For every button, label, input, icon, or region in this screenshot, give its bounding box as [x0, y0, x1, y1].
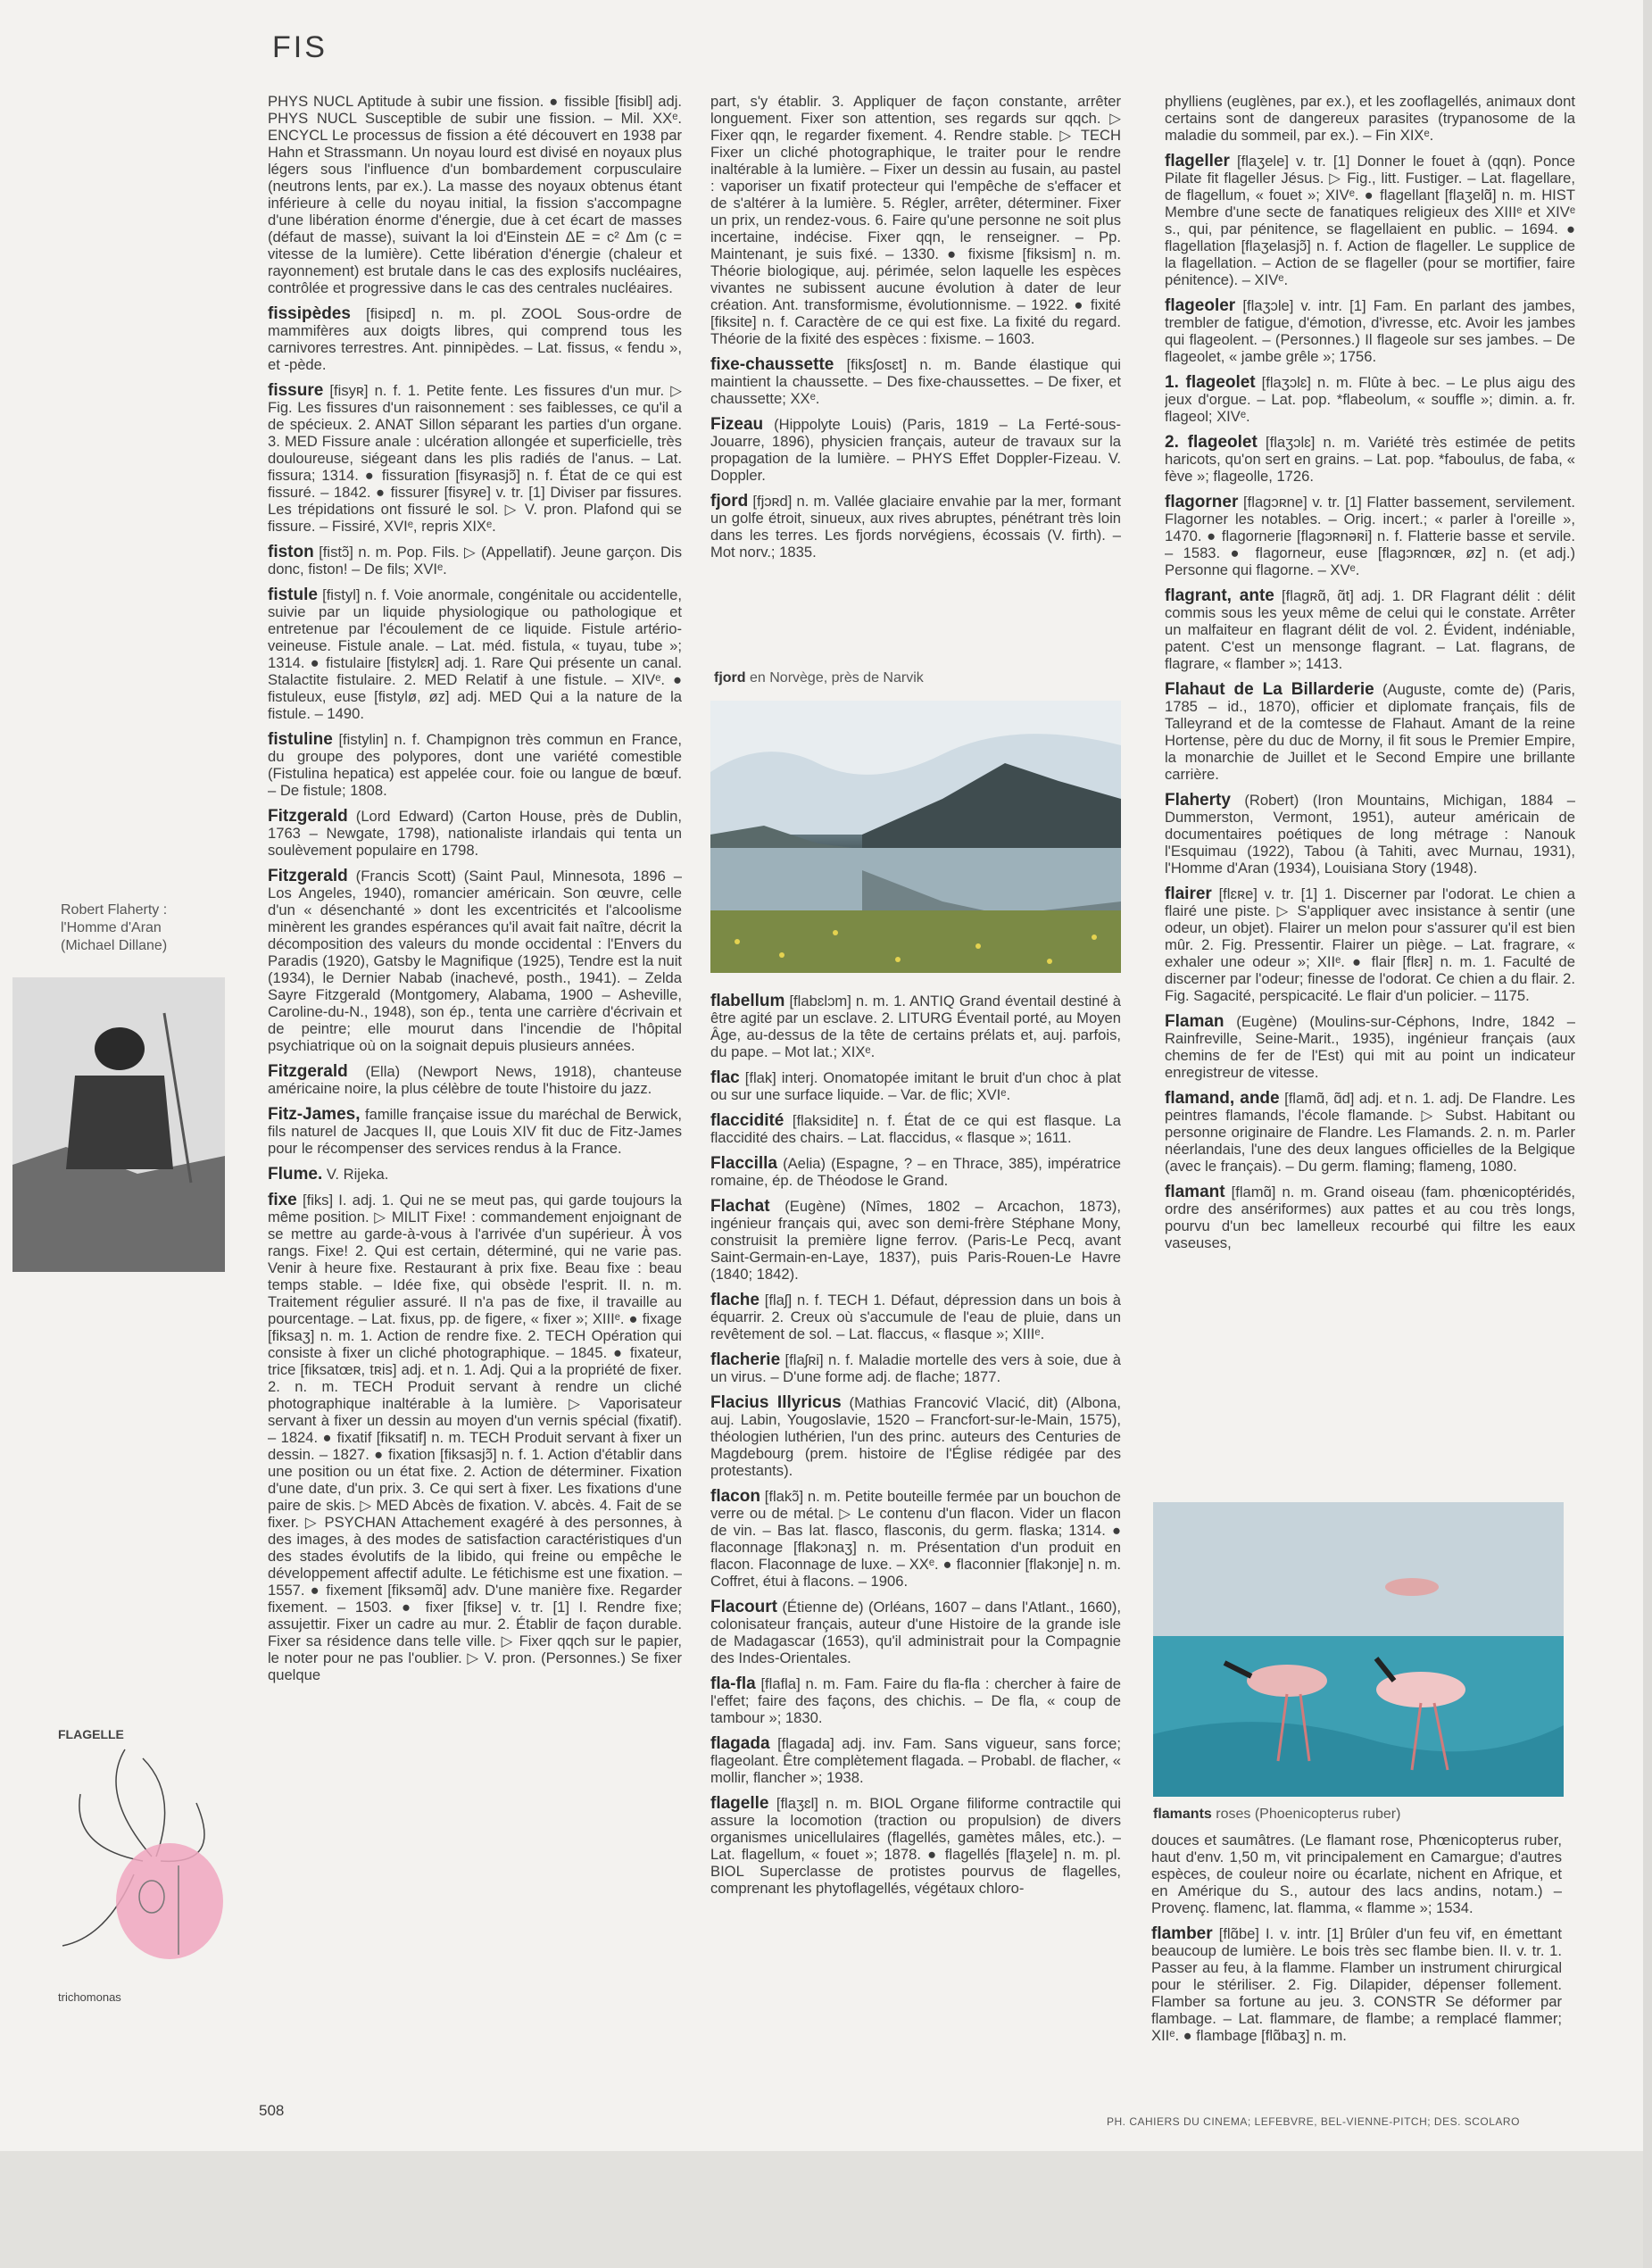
entry-headword: Flaman [1165, 1012, 1224, 1031]
flamingo-sky [1153, 1502, 1564, 1636]
entry-headword: flacherie [710, 1350, 781, 1369]
flagelle-label: FLAGELLE [58, 1727, 124, 1741]
dictionary-entry [710, 1488, 1121, 1590]
trichomonas-body [116, 1843, 223, 1959]
entry-headword: flamant [1165, 1183, 1225, 1201]
entry-definition: [fistylin] n. f. Champignon très commun en France, du groupe des polypores, dont une variété comestible (Fistulina hepatica) est appelée cour. foie ou langue de bœuf. – De fistule; 1808. [268, 731, 682, 799]
dictionary-entry [710, 1795, 1121, 1897]
dictionary-entry [1165, 434, 1575, 485]
dictionary-entry [1151, 1925, 1562, 2044]
flagellum-3 [79, 1794, 143, 1861]
flaherty-caption [61, 901, 167, 955]
entry-headword: Fitz-James, [268, 1105, 361, 1124]
page-side-edge [1643, 0, 1652, 2268]
entry-definition: [flamɑ̃, ɑ̃d] adj. et n. 1. adj. De Flandre. Les peintres flamands, l'école flamande. ▷ Subst. Habitant ou personne originaire de Flandre. Les Flamands. 2. n. m. Parler néerlandais, l'une des deux langues officielles de la Belgique (avec le français). – Du germ. flaming; flameng, 1080. [1165, 1090, 1575, 1175]
dictionary-entry [710, 993, 1121, 1060]
dictionary-entry [710, 1112, 1121, 1146]
entry-headword: Flacourt [710, 1598, 777, 1616]
entry-definition: [flaʒɔle] v. intr. [1] Fam. En parlant des jambes, trembler de fatigue, d'émotion, d'ivresse, etc. Avoir les jambes qui flageolent. – (Personnes.) Il flageole sur ses jambes. – De flageolet, « jambe grêle »; 1756. [1165, 297, 1575, 365]
dictionary-entry [1165, 374, 1575, 425]
dictionary-entry [710, 1394, 1121, 1479]
fjord-caption-bold: fjord [714, 670, 746, 685]
entry-definition: (Mathias Francović Vlacić, dit) (Albona, auj. Labin, Yougoslavie, 1520 – Francfort-sur-le-Main, 1575), théologien luthérien, l'un des princ. auteurs des Centuries de Magdebourg (prem. histoire de l'Église rédigée par des protestants). [710, 1394, 1121, 1479]
entry-definition: (Auguste, comte de) (Paris, 1785 – id., 1870), officier et diplomate français, fils de Talleyrand et de la comtesse de Flahaut. Amant de la reine Hortense, père du duc de Morny, il fit sous le Premier Empire, la monarchie de Juillet et le Second Empire une brillante carrière. [1165, 681, 1575, 783]
entry-headword: fjord [710, 492, 749, 511]
entry-definition: (Francis Scott) (Saint Paul, Minnesota, 1896 – Los Angeles, 1940), romancier américain. Son œuvre, celle d'un « désenchanté » dont les excentricités et l'alcoolisme minèrent les grandes espérances qu'il avait fait naître, décrit la décomposition des valeurs du monde occidental : l'Envers du Paradis (1920), Gatsby le Magnifique (1925), Tendre est la nuit (1934), le Dernier Nabab (inachevé, posth., 1941). – Zelda Sayre Fitzgerald (Montgomery, Alabama, 1900 – Asheville, Caroline-du-N., 1948), son ép., tenta une carrière d'écrivain et de peintre; elle mourut dans l'incendie de l'hôpital psychiatrique où on la soignait depuis plusieurs années. [268, 868, 682, 1054]
dictionary-entry [268, 868, 682, 1054]
flagellum-1 [116, 1749, 152, 1857]
entry-definition: [flaʒele] v. tr. [1] Donner le fouet à (qqn). Ponce Pilate fit flageller Jésus. ▷ Fig., litt. Fustiger. – Lat. flagellare, de flagellum, « fouet »; XIVᵉ. ● flagellant [flaʒelɑ̃] n. m. HIST Membre d'une secte de fanatiques religieux des XIIIᵉ et XIVᵉ s., qui, par pénitence, se flagellaient en public. – 1694. ● flagellation [flaʒelasjɔ̃] n. f. Action de flageller. Le supplice de la flagellation. – Action de se flageller (pour se mortifier, faire pénitence). – XIVᵉ. [1165, 153, 1575, 288]
page-bottom-shade [0, 2151, 1652, 2268]
flaherty-photo-body [66, 1076, 173, 1169]
entry-headword: Flahaut de La Billarderie [1165, 680, 1374, 699]
entry-headword: flageoler [1165, 296, 1236, 315]
entry-headword: Fizeau [710, 415, 764, 434]
entry-definition: [flaʒɔlɛ] n. m. Variété très estimée de petits haricots, qu'on sert en grains. – Lat. pop. *faboulus, de faba, « fève »; flageolle, 1726. [1165, 434, 1575, 485]
dictionary-entry [268, 586, 682, 722]
entry-headword: Flachat [710, 1197, 770, 1216]
entry-definition: (Hippolyte Louis) (Paris, 1819 – La Ferté-sous-Jouarre, 1896), physicien français, auteur de travaux sur la propagation de la lumière. – PHYS Effet Doppler-Fizeau. V. Doppler. [710, 416, 1121, 484]
dictionary-entry [1165, 93, 1575, 144]
entry-definition: [fiks] I. adj. 1. Qui ne se meut pas, qui garde toujours la même position. ▷ MILIT Fixe! : commandement enjoignant de se mettre au garde-à-vous à l'arrivée d'un supérieur. À vos rangs. Fixe! 2. Qui est certain, déterminé, qui ne varie pas. Venir à heure fixe. Restaurant à prix fixe. Beau fixe : beau temps stable. – Idée fixe, qui obsède l'esprit. II. n. m. Traitement régulier assuré. Il n'a pas de fixe, il travaille au pourcentage. – Lat. fixus, pp. de figere, « fixer »; XIIIᵉ. ● fixage [fiksaʒ] n. m. 1. Action de rendre fixe. 2. TECH Opération qui consiste à fixer un cliché photographique. – 1845. ● fixateur, trice [fiksatœʀ, tʀis] adj. et n. 1. Adj. Qui a la propriété de fixer. 2. n. m. TECH Produit servant à rendre un cliché photographique inaltérable à la lumière. ▷ Vaporisateur servant à fixer un dessin au moyen d'un vernis spécial (fixatif). – 1824. ● fixatif [fiksatif] n. m. TECH Produit servant à fixer un dessin. – 1827. ● fixation [fiksasjɔ̃] n. f. 1. Action d'établir dans une position ou un état fixe. 2. Action de déterminer. Fixation d'une date, d'un prix. 3. Ce qui sert à fixer. Les fixations d'une paire de skis. ▷ MED Abcès de fixation. V. abcès. 4. Fait de se fixer. ▷ PSYCHAN Attachement exagéré à des personnes, à des images, à des modes de satisfaction caractéristiques d'un des stades évolutifs de la libido, qui freine ou empêche le développement affectif adulte. Le fétichisme est une fixation. – 1557. ● fixement [fiksəmɑ̃] adv. D'une manière fixe. Regarder fixement. – 1503. ● fixer [fikse] v. tr. [1] I. Rendre fixe; assujettir. Fixer un cadre au mur. 2. Établir de façon durable. Fixer sa résidence dans telle ville. ▷ Fixer qqch sur le papier, le noter pour ne pas l'oublier. ▷ V. pron. (Personnes.) Se fixer quelque [268, 1192, 682, 1683]
dictionary-entry [710, 356, 1121, 407]
entry-headword: flaccidité [710, 1111, 784, 1130]
entry-definition: [fiksʃosɛt] n. m. Bande élastique qui maintient la chaussette. – Des fixe-chaussettes. – De fixer, et chaussette; XXᵉ. [710, 356, 1121, 407]
dictionary-entry [710, 1198, 1121, 1283]
entry-definition: [fisyʀ] n. f. 1. Petite fente. Les fissures d'un mur. ▷ Fig. Les fissures d'un raisonnement : ses faiblesses, ce qu'il a de spécieux. 2. ANAT Sillon séparant les parties d'un organe. 3. MED Fissure anale : ulcération allongée et superficielle, très douloureuse, siégeant dans les plis radiés de l'anus. – Lat. fissura; 1314. ● fissuration [fisyʀasjɔ̃] n. f. État de ce qui est fissuré. – 1842. ● fissurer [fisyʀe] v. tr. [1] Diviser par fissures. Les trépidations ont fissuré le sol. ▷ V. pron. Plafond qui se fissure. – Fissiré, XVIᵉ, repris XIXᵉ. [268, 382, 682, 535]
entry-definition: [flafla] n. m. Fam. Faire du fla-fla : chercher à faire de l'effet; faire des façons, des chichis. – De fla, « coup de tambour »; 1830. [710, 1675, 1121, 1726]
entry-definition: part, s'y établir. 3. Appliquer de façon constante, arrêter longuement. Fixer son attention, ses regards sur qqch. ▷ Fixer qqn, le regarder fixement. 4. Rendre stable. ▷ TECH Fixer un cliché photographique, le traiter pour le rendre inaltérable à la lumière. – Fixer un dessin au fusain, au pastel : vaporiser un fixatif protecteur qui l'empêche de s'effacer et de s'altérer à la lumière. 5. Régler, arrêter, déterminer. Fixer un prix, un rendez-vous. 6. Faire qu'une personne ne soit plus incertaine, indécise. Fixer qqn, le renseigner. – Pp. Maintenant, je suis fixé. – 1330. ● fixisme [fiksism] n. m. Théorie biologique, auj. périmée, selon laquelle les espèces vivantes ne subissent aucune évolution à dater de leur création. Ant. transformisme, évolutionnisme. – 1922. ● fixité [fiksite] n. f. Caractère de ce qui est fixe. La fixité du regard. Théorie de la fixité des espèces : fixisme. – 1603. [710, 93, 1121, 347]
entry-definition: (Étienne de) (Orléans, 1607 – dans l'Atlant., 1660), colonisateur français, auteur d'une Histoire de la grande isle de Madagascar (1653), qu'il administrait pour la Compagnie des Indes-Orientales. [710, 1599, 1121, 1666]
entry-headword: Fitzgerald [268, 807, 348, 826]
fjord-caption [714, 669, 924, 687]
entry-definition: [flagada] adj. inv. Fam. Sans vigueur, sans force; flageolant. Être complètement flagada. – Probabl. de flacher, « mollir, flancher »; 1938. [710, 1735, 1121, 1786]
dictionary-entry [1165, 681, 1575, 783]
dictionary-entry [710, 93, 1121, 347]
entry-headword: flagelle [710, 1794, 769, 1813]
entry-headword: fla-fla [710, 1674, 756, 1693]
entry-headword: fixe-chaussette [710, 355, 834, 374]
entry-definition: [flaksidite] n. f. État de ce qui est flasque. La flaccidité des chairs. – Lat. flaccidus, « flasque »; 1611. [710, 1112, 1121, 1146]
dictionary-entry [268, 1106, 682, 1157]
entry-headword: fissure [268, 381, 324, 400]
entry-headword: flac [710, 1068, 740, 1087]
dictionary-entry [710, 1292, 1121, 1342]
header-word: FIS [272, 30, 328, 64]
dictionary-entry [710, 493, 1121, 561]
dictionary-entry [710, 1675, 1121, 1726]
entry-definition: V. Rijeka. [326, 1166, 389, 1183]
entry-headword: Flume. [268, 1165, 323, 1184]
entry-headword: flageller [1165, 152, 1230, 170]
entry-headword: flairer [1165, 885, 1212, 903]
entry-headword: fixe [268, 1191, 297, 1209]
entry-headword: Flaherty [1165, 791, 1231, 810]
entry-definition: [fisipɛd] n. m. pl. ZOOL Sous-ordre de mammifères aux doigts libres, qui comprend tous les carnivores terrestres. Ant. pinnipèdes. – Lat. fissus, « fendu », et -pède. [268, 305, 682, 373]
entry-definition: douces et saumâtres. (Le flamant rose, Phœnicopterus ruber, haut d'env. 1,50 m, vit principalement en Camargue; d'autres espèces, de couleur noire ou écarlate, nichent en Afrique, et en Amérique du S., autour des lacs andins, notam.) – Provenç. flamenc, lat. flamma, « flamme »; 1534. [1151, 1832, 1562, 1916]
dictionary-entry [710, 1155, 1121, 1189]
dictionary-entry [1165, 153, 1575, 288]
entry-headword: flache [710, 1291, 760, 1309]
column-2 [710, 93, 1121, 700]
entry-definition: [flaʒɔlɛ] n. m. Flûte à bec. – Le plus aigu des jeux d'orgue. – Lat. pop. *flabeolum, « souffle »; dimin. a. fr. flageol; XIVᵉ. [1165, 374, 1575, 425]
flamingo-caption-rest: roses (Phoenicopterus ruber) [1211, 1807, 1401, 1822]
entry-headword: flacon [710, 1487, 760, 1506]
flamingo-caption-bold: flamants [1153, 1807, 1212, 1822]
dictionary-entry [268, 808, 682, 859]
entry-definition: [flaʃ] n. f. TECH 1. Défaut, dépression dans un bois à équarrir. 2. Creux où s'accumule de l'eau de pluie, dans un revêtement de sol. – Lat. flaccus, « flasque »; XIIIᵉ. [710, 1292, 1121, 1342]
entry-definition: [flaʒɛl] n. m. BIOL Organe filiforme contractile qui assure la locomotion (traction ou propulsion) de divers organismes unicellulaires (flagellés, gamètes mâles, etc.). – Lat. flagellum, « fouet »; 1878. ● flagellés [flaʒele] n. m. pl. BIOL Superclasse de protistes pourvus de flagelles, comprenant les phytoflagellés, végétaux chloro- [710, 1795, 1121, 1897]
entry-definition: (Eugène) (Nîmes, 1802 – Arcachon, 1873), ingénieur français qui, avec son demi-frère Stéphane Mony, construisit la première ligne ferrov. (Paris-Le Pecq, avant Saint-Germain-en-Laye, 1837), puis Paris-Rouen-Le Havre (1840; 1842). [710, 1198, 1121, 1283]
entry-definition: [flakɔ̃] n. m. Petite bouteille fermée par un bouchon de verre ou de métal. ▷ Le contenu d'un flacon. Vider un flacon de vin. – Bas lat. flasco, flasconis, du germ. flaska; 1314. ● flaconnage [flakɔnaʒ] n. m. Présentation d'un produit en flacon. Flaconnage de luxe. – XXᵉ. ● flaconnier [flakɔnje] n. m. Coffret, étui à flacons. – 1906. [710, 1488, 1121, 1590]
flaherty-caption-title: Robert Flaherty : [61, 902, 168, 918]
dictionary-entry [710, 1351, 1121, 1385]
fjord-caption-rest: en Norvège, près de Narvik [745, 670, 924, 685]
dictionary-entry [710, 416, 1121, 484]
entry-definition: [flak] interj. Onomatopée imitant le bruit d'un choc à plat ou sur une surface liquide. – Var. de flic; XVIᵉ. [710, 1069, 1121, 1103]
page-number: 508 [259, 2102, 285, 2119]
dictionary-entry [268, 93, 682, 296]
dictionary-entry [268, 544, 682, 577]
entry-headword: fissipèdes [268, 304, 351, 323]
entry-headword: Flaccilla [710, 1154, 777, 1173]
fjord-photo [710, 701, 1121, 973]
dictionary-entry [1165, 1090, 1575, 1175]
entry-headword: flagorner [1165, 493, 1239, 511]
entry-headword: 1. flageolet [1165, 373, 1256, 392]
photo-credits: PH. CAHIERS DU CINEMA; LEFEBVRE, BEL-VIENNE-PITCH; DES. SCOLARO [1107, 2115, 1520, 2128]
entry-definition: phylliens (euglènes, par ex.), et les zooflagellés, animaux dont certains sont de dangereux parasites (trypanosome de la maladie du sommeil, par ex.). – Fin XIXᵉ. [1165, 93, 1575, 144]
entry-definition: [flɑ̃be] I. v. intr. [1] Brûler d'un feu vif, en émettant beaucoup de lumière. Le bois très sec flambe bien. II. v. tr. 1. Passer au feu, à la flamme. Flamber un instrument chirurgical pour le stériliser. 2. Fig. Dilapider, dépenser follement. Flamber sa fortune au jeu. 3. CONSTR Se déformer par flambage. – Lat. flammare, de flambe; a remplacé flammer; XIIᵉ. ● flambage [flɑ̃baʒ] n. m. [1151, 1925, 1562, 2044]
entry-definition: (Lord Edward) (Carton House, près de Dublin, 1763 – Newgate, 1798), nationaliste irlandais qui tenta un soulèvement populaire en 1798. [268, 808, 682, 859]
dictionary-entry [268, 305, 682, 373]
entry-headword: Fitzgerald [268, 867, 348, 885]
dictionary-entry [710, 1735, 1121, 1786]
flaherty-photo [12, 977, 225, 1272]
flamingo-caption [1153, 1806, 1400, 1824]
column-2-lower [710, 993, 1121, 2099]
trichomonas-illustration [45, 1740, 241, 1964]
dictionary-entry [268, 1063, 682, 1097]
entry-headword: Fitzgerald [268, 1062, 348, 1081]
entry-definition: [flabɛlɔm] n. m. 1. ANTIQ Grand éventail destiné à être agité par un esclave. 2. LITURG Éventail porté, au Moyen Âge, au-dessus de la tête de certains prélats et, auj. parfois, du pape. – Mot lat.; XIXᵉ. [710, 993, 1121, 1060]
dictionary-entry [1165, 297, 1575, 365]
column-3 [1165, 93, 1575, 1472]
entry-headword: fistuline [268, 730, 333, 749]
entry-definition: (Eugène) (Moulins-sur-Céphons, Indre, 1842 – Rainfreville, Seine-Marit., 1935), ingénieur français (aux chemins de fer de l'Est) qui mit au point un indicateur enregistreur de vitesse. [1165, 1013, 1575, 1081]
entry-definition: (Robert) (Iron Mountains, Michigan, 1884 – Dummerston, Vermont, 1951), auteur américain de documentaires poétiques de long métrage : Nanouk l'Esquimau (1922), Tabou (à Tahiti, avec Murnau, 1931), l'Homme d'Aran (1934), Louisiana Story (1948). [1165, 792, 1575, 876]
flagellum-2 [143, 1758, 165, 1857]
entry-definition: famille française issue du maréchal de Berwick, fils naturel de Jacques II, que Louis XIV fit duc de Fitz-James pour le récompenser des services rendus à la France. [268, 1106, 682, 1157]
fjord-meadow [710, 910, 1121, 973]
entry-headword: 2. flageolet [1165, 433, 1258, 452]
entry-definition: PHYS NUCL Aptitude à subir une fission. ● fissible [fisibl] adj. PHYS NUCL Susceptible de subir une fission. – Mil. XXᵉ. ENCYCL Le processus de fission a été découvert en 1938 par Hahn et Strassmann. Un noyau lourd est divisé en noyaux plus légers sous l'influence d'un bombardement corpusculaire (neutrons lents, par ex.). La masse des noyaux obtenus étant inférieure à celle du noyau initial, la fission s'accompagne d'une libération énorme d'énergie, due à cet écart de masses (défaut de masse), suivant la loi d'Einstein ΔE = c² Δm (c = vitesse de la lumière). Cette libération d'énergie (chaleur et rayonnement) est brutale dans le cas des explosifs nucléaires, contrôlée et progressive dans le cas des centrales nucléaires. [268, 93, 682, 296]
dictionary-entry [268, 382, 682, 535]
dictionary-entry [1165, 1013, 1575, 1081]
entry-definition: (Ella) (Newport News, 1918), chanteuse américaine noire, la plus célèbre de toute l'histoire du jazz. [268, 1063, 682, 1097]
entry-definition: [flɛʀe] v. tr. [1] 1. Discerner par l'odorat. Le chien a flairé une piste. ▷ S'appliquer avec insistance à sentir (une odeur, un objet). Flairer un melon pour s'assurer qu'il est bien mûr. 2. Fig. Pressentir. Flairer un piège. – Lat. fragrare, « exhaler une odeur »; XIIᵉ. ● flair [flɛʀ] n. m. 1. Faculté de discerner par l'odeur; finesse de l'odorat. Ce chien a du flair. 2. Fig. Sagacité, perspicacité. Le flair d'un policier. – 1175. [1165, 885, 1575, 1004]
dictionary-entry [1151, 1832, 1562, 1916]
column-1 [268, 93, 682, 2074]
flaherty-caption-actor: (Michael Dillane) [61, 938, 168, 953]
flaherty-photo-head [95, 1027, 145, 1070]
dictionary-entry [1165, 494, 1575, 578]
dictionary-entry [268, 1166, 682, 1183]
dictionary-entry [1165, 1184, 1575, 1251]
entry-headword: flagrant, ante [1165, 586, 1274, 605]
entry-headword: flagada [710, 1734, 770, 1753]
entry-definition: [fjɔʀd] n. m. Vallée glaciaire envahie par la mer, formant un golfe étroit, sinueux, aux rives abruptes, pénétrant très loin dans les terres. Les fjords norvégiens, écossais (V. firth). – Mot norv.; 1835. [710, 493, 1121, 561]
entry-headword: fistule [268, 586, 318, 604]
entry-headword: Flacius Illyricus [710, 1393, 842, 1412]
entry-definition: [flagɔʀne] v. tr. [1] Flatter bassement, servilement. Flagorner les notables. – Orig. incert.; « parler à l'oreille », 1470. ● flagornerie [flagɔʀnəʀi] n. f. Flatterie basse et servile. – 1583. ● flagorneur, euse [flagɔʀnœʀ, øz] n. (et adj.) Personne qui flagorne. – XVᵉ. [1165, 494, 1575, 578]
flaherty-caption-film: l'Homme d'Aran [61, 920, 162, 935]
dictionary-entry [1165, 587, 1575, 672]
entry-headword: flamber [1151, 1924, 1213, 1943]
entry-definition: [flamɑ̃] n. m. Grand oiseau (fam. phœnicoptéridés, ordre des ansériformes) aux pattes et au cou très longs, pourvu d'un bec lamelleux recourbé qui filtre les eaux vaseuses, [1165, 1184, 1575, 1251]
trichomonas-label: trichomonas [58, 1990, 121, 2004]
entry-definition: [fistyl] n. f. Voie anormale, congénitale ou accidentelle, suivie par un liquide physiologique ou pathologique et entretenue par l'écoulement de ce liquide. Fistule artério-veineuse. Fistule anale. – Lat. méd. fistula, « tuyau, tube »; 1314. ● fistulaire [fistylɛʀ] adj. 1. Rare Qui présente un canal. Stalactite fistulaire. 2. MED Relatif à une fistule. – XIVᵉ. ● fistuleux, euse [fistylø, øz] adj. MED Qui a la nature de la fistule. – 1490. [268, 586, 682, 722]
entry-definition: [flaʃʀi] n. f. Maladie mortelle des vers à soie, due à un virus. – D'une forme adj. de flache; 1877. [710, 1351, 1121, 1385]
entry-headword: fiston [268, 543, 314, 561]
dictionary-entry [710, 1599, 1121, 1666]
dictionary-entry [268, 731, 682, 799]
entry-definition: (Aelia) (Espagne, ? – en Thrace, 385), impératrice romaine, ép. de Théodose le Grand. [710, 1155, 1121, 1189]
entry-definition: [flagʀɑ̃, ɑ̃t] adj. 1. DR Flagrant délit : délit commis sous les yeux même de celui qui le constate. Arrêter un malfaiteur en flagrant délit de vol. 2. Évident, indéniable, patent. C'est un mensonge flagrant. – Lat. flagrans, de flagrare, « flamber »; 1413. [1165, 587, 1575, 672]
dictionary-entry [1165, 885, 1575, 1004]
column-3-lower [1151, 1832, 1562, 2099]
flamingo-photo [1153, 1502, 1564, 1797]
dictionary-entry [710, 1069, 1121, 1103]
dictionary-entry [1165, 792, 1575, 876]
entry-headword: flamand, ande [1165, 1089, 1280, 1108]
entry-definition: [fistɔ̃] n. m. Pop. Fils. ▷ (Appellatif). Jeune garçon. Dis donc, fiston! – De fils; XVIᵉ. [268, 544, 682, 577]
entry-headword: flabellum [710, 993, 785, 1010]
dictionary-entry [268, 1192, 682, 1683]
